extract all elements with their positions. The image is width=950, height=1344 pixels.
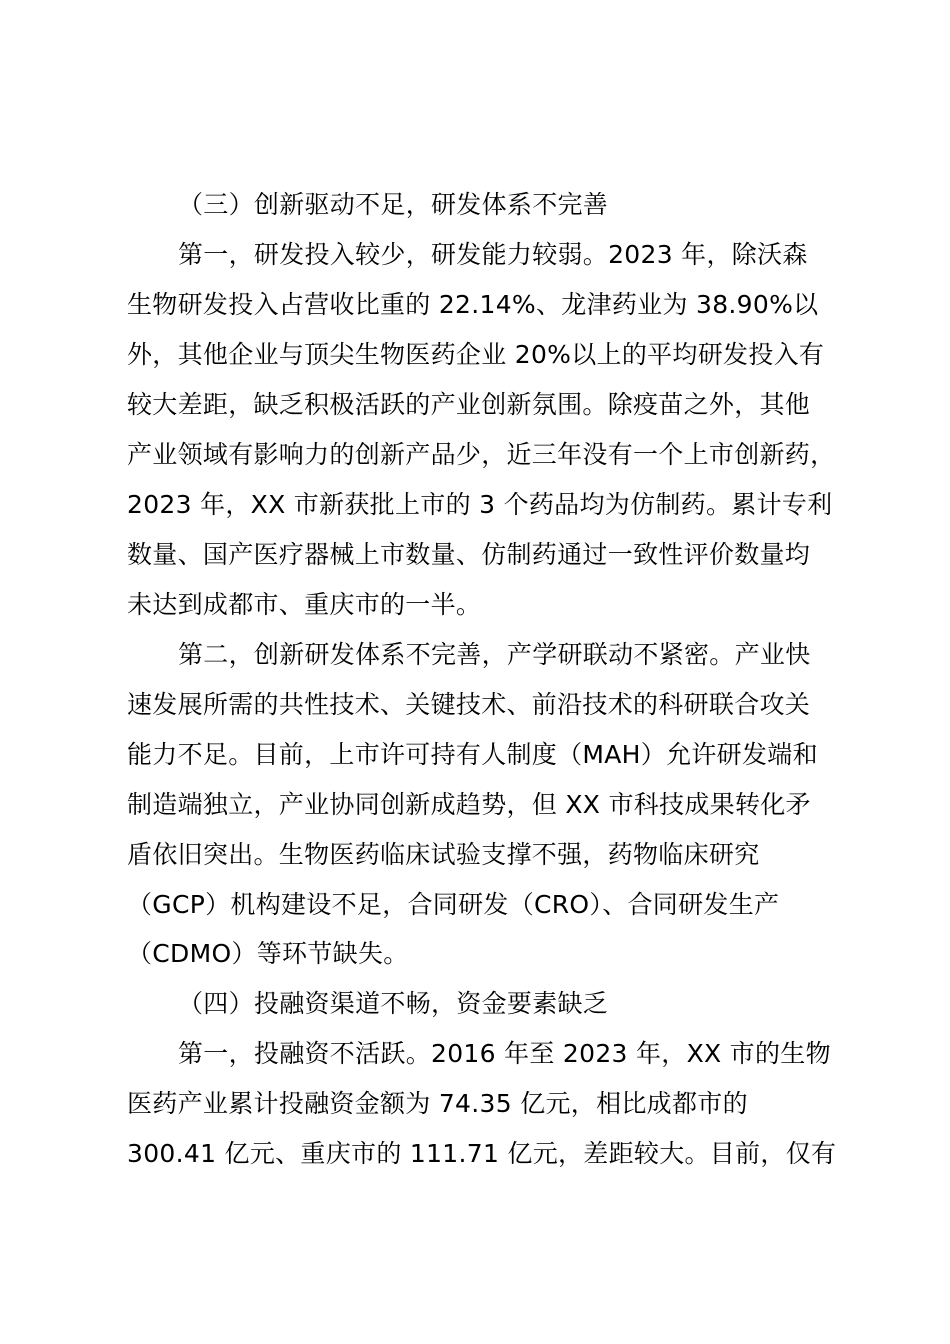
paragraph-line: （CDMO）等环节缺失。 xyxy=(127,939,409,968)
section-heading-4: （四）投融资渠道不畅，资金要素缺乏 xyxy=(178,989,609,1018)
paragraph-line: （GCP）机构建设不足，合同研发（CRO）、合同研发生产 xyxy=(127,890,780,919)
paragraph-line: 未达到成都市、重庆市的一半。 xyxy=(127,590,482,619)
paragraph-line: 盾依旧突出。生物医药临床试验支撑不强，药物临床研究 xyxy=(127,840,760,869)
paragraph-line: 医药产业累计投融资金额为 74.35 亿元，相比成都市的 xyxy=(127,1089,748,1118)
section-heading-3: （三）创新驱动不足，研发体系不完善 xyxy=(178,190,609,219)
paragraph-line: 制造端独立，产业协同创新成趋势，但 XX 市科技成果转化矛 xyxy=(127,790,811,819)
paragraph-line: 速发展所需的共性技术、关键技术、前沿技术的科研联合攻关 xyxy=(127,690,811,719)
paragraph-line: 数量、国产医疗器械上市数量、仿制药通过一致性评价数量均 xyxy=(127,540,811,569)
paragraph-line: 300.41 亿元、重庆市的 111.71 亿元，差距较大。目前，仅有 xyxy=(127,1139,837,1168)
paragraph-line: 生物研发投入占营收比重的 22.14%、龙津药业为 38.90%以 xyxy=(127,290,819,319)
paragraph-line: 第一，研发投入较少，研发能力较弱。2023 年，除沃森 xyxy=(178,240,808,269)
paragraph-line: 第二，创新研发体系不完善，产学研联动不紧密。产业快 xyxy=(178,640,811,669)
paragraph-line: 较大差距，缺乏积极活跃的产业创新氛围。除疫苗之外，其他 xyxy=(127,390,811,419)
paragraph-line: 2023 年，XX 市新获批上市的 3 个药品均为仿制药。累计专利 xyxy=(127,490,833,519)
paragraph-line: 能力不足。目前，上市许可持有人制度（MAH）允许研发端和 xyxy=(127,740,818,769)
paragraph-line: 外，其他企业与顶尖生物医药企业 20%以上的平均研发投入有 xyxy=(127,340,825,369)
paragraph-line: 产业领域有影响力的创新产品少，近三年没有一个上市创新药， xyxy=(127,440,836,469)
paragraph-line: 第一，投融资不活跃。2016 年至 2023 年，XX 市的生物 xyxy=(178,1039,831,1068)
